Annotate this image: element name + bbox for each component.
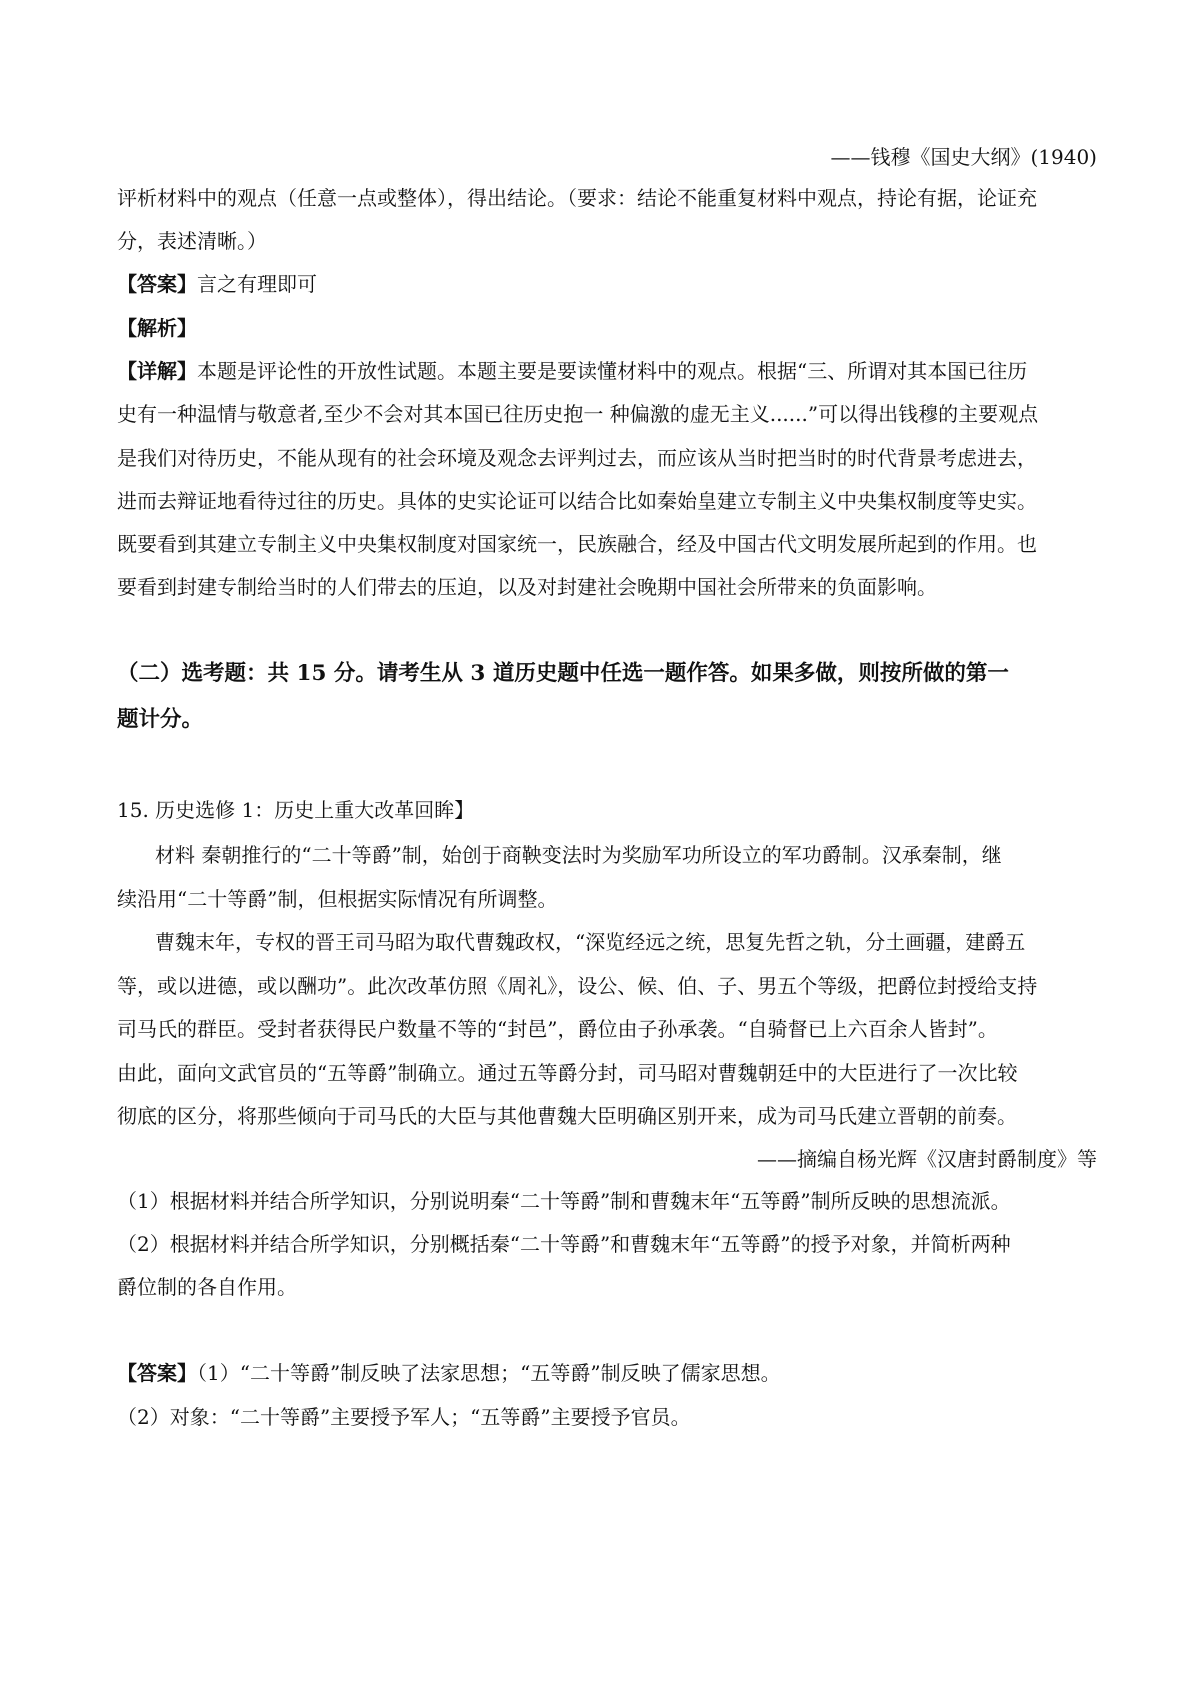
question-text: 评析材料中的观点（任意一点或整体），得出结论。（要求：结论不能重复材料中观点，持论有据，论证充: [117, 186, 1037, 210]
answer-label: 【答案】: [117, 1361, 197, 1385]
question-title: 15. 历史选修 1：历史上重大改革回眸】: [117, 798, 475, 822]
source-citation-yang: ——摘编自杨光辉《汉唐封爵制度》等: [757, 1147, 1097, 1171]
detail-text: 要看到封建专制给当时的人们带去的压迫，以及对封建社会晚期中国社会所带来的负面影响。: [117, 575, 937, 599]
material-text: 等，或以进德，或以酬功”。此次改革仿照《周礼》，设公、候、伯、子、男五个等级，把爵位封授给支持: [117, 974, 1038, 998]
answer-text: 言之有理即可: [197, 272, 317, 296]
sub-question-2: （2）根据材料并结合所学知识，分别概括秦“二十等爵”和曹魏末年“五等爵”的授予对象，并简析两种: [117, 1232, 1011, 1256]
source-citation-qianmu: ——钱穆《国史大纲》(1940): [830, 145, 1097, 169]
section-heading: （二）选考题：共 15 分。请考生从 3 道历史题中任选一题作答。如果多做，则按所做的第一: [117, 661, 1009, 686]
material-text: 曹魏末年，专权的晋王司马昭为取代曹魏政权，“深览经远之统，思复先哲之轨，分土画疆，建爵五: [155, 930, 1026, 954]
detail-text: 是我们对待历史，不能从现有的社会环境及观念去评判过去，而应该从当时把当时的时代背景考虑进去，: [117, 446, 1037, 470]
material-text: 材料 秦朝推行的“二十等爵”制，始创于商鞅变法时为奖励军功所设立的军功爵制。汉承秦制，继: [155, 843, 1002, 867]
detail-line: [117, 356, 1097, 386]
material-text: 彻底的区分，将那些倾向于司马氏的大臣与其他曹魏大臣明确区别开来，成为司马氏建立晋朝的前奏。: [117, 1104, 1017, 1128]
detail-text: 进而去辩证地看待过往的历史。具体的史实论证可以结合比如秦始皇建立专制主义中央集权制度等史实。: [117, 489, 1037, 513]
detail-text: 史有一种温情与敬意者,至少不会对其本国已往历史抱一 种偏激的虚无主义......”可以得出钱穆的主要观点: [117, 402, 1039, 426]
answer-text: （1）“二十等爵”制反映了法家思想；“五等爵”制反映了儒家思想。: [197, 1361, 781, 1385]
section-heading: 题计分。: [117, 707, 204, 732]
sub-question-2: 爵位制的各自作用。: [117, 1275, 297, 1299]
answer-text: （2）对象：“二十等爵”主要授予军人；“五等爵”主要授予官员。: [117, 1405, 691, 1429]
answer-line: [117, 269, 1097, 299]
detail-text: 既要看到其建立专制主义中央集权制度对国家统一，民族融合，经及中国古代文明发展所起到的作用。也: [117, 532, 1037, 556]
question-text: 分，表述清晰。）: [117, 229, 267, 253]
material-text: 续沿用“二十等爵”制，但根据实际情况有所调整。: [117, 887, 558, 911]
sub-question-1: （1）根据材料并结合所学知识，分别说明秦“二十等爵”制和曹魏末年“五等爵”制所反映的思想流派。: [117, 1189, 1011, 1213]
detail-text: 本题是评论性的开放性试题。本题主要是要读懂材料中的观点。根据“三、所谓对其本国已往历: [197, 359, 1028, 383]
answer-line: [117, 1358, 1097, 1388]
analysis-label: 【解析】: [117, 316, 197, 340]
material-text: 司马氏的群臣。受封者获得民户数量不等的“封邑”，爵位由子孙承袭。“自骑督已上六百余人皆封”。: [117, 1017, 998, 1041]
detail-label: 【详解】: [117, 359, 197, 383]
material-text: 由此，面向文武官员的“五等爵”制确立。通过五等爵分封，司马昭对曹魏朝廷中的大臣进行了一次比较: [117, 1061, 1018, 1085]
answer-label: 【答案】: [117, 272, 197, 296]
